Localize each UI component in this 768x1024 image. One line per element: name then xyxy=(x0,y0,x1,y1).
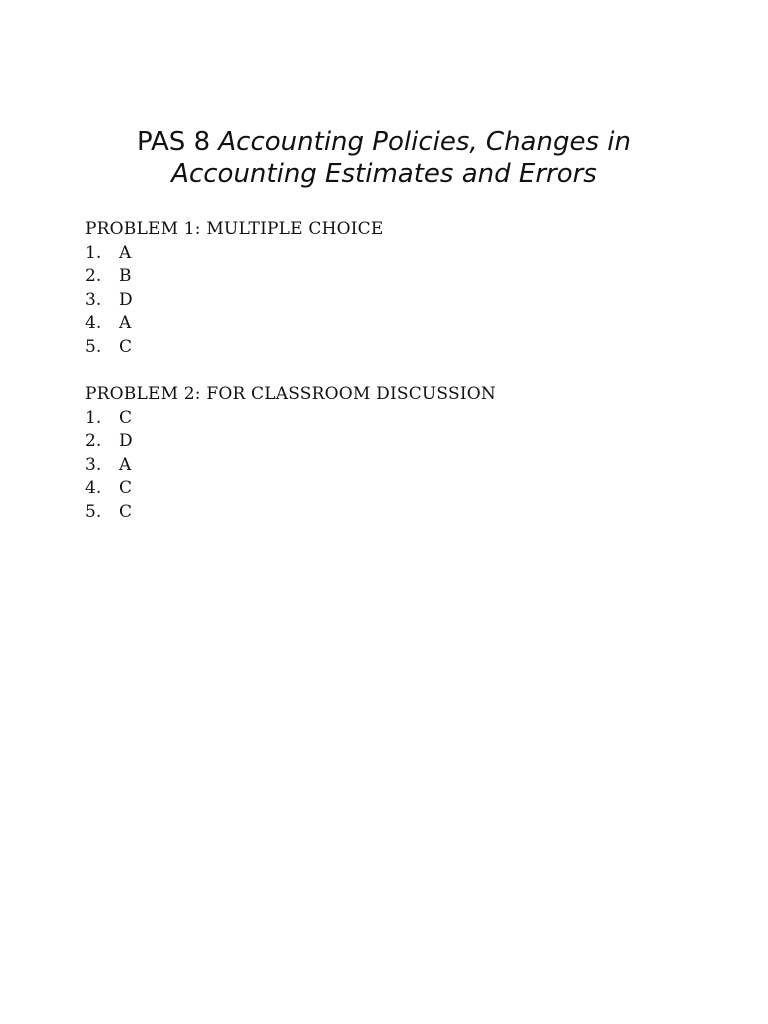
answer-number: 3. xyxy=(85,289,102,310)
answer-list xyxy=(85,407,685,525)
answer-number: 1. xyxy=(85,407,102,428)
answer-letter: D xyxy=(119,431,133,452)
answer-letter: D xyxy=(119,289,133,310)
list-item xyxy=(85,501,685,525)
list-item xyxy=(85,242,685,266)
section-heading: PROBLEM 1: MULTIPLE CHOICE xyxy=(85,219,384,239)
answer-letter: C xyxy=(119,336,133,357)
answer-number: 5. xyxy=(85,336,102,357)
list-item xyxy=(85,336,685,360)
title-line-1 xyxy=(0,126,768,158)
answer-number: 2. xyxy=(85,266,102,287)
problem-2-section xyxy=(85,383,685,525)
title-italic-line-2: Accounting Estimates and Errors xyxy=(171,159,597,189)
title-italic-line-1: Accounting Policies, Changes in xyxy=(218,127,631,157)
title-line-2 xyxy=(0,158,768,190)
list-item xyxy=(85,312,685,336)
answer-letter: C xyxy=(119,407,133,428)
answer-letter: C xyxy=(119,501,133,522)
answer-number: 4. xyxy=(85,313,102,334)
list-item xyxy=(85,430,685,454)
answer-letter: B xyxy=(119,266,132,287)
problem-1-section xyxy=(85,218,685,360)
answer-number: 2. xyxy=(85,431,102,452)
answer-letter: A xyxy=(119,313,132,334)
answer-number: 1. xyxy=(85,242,102,263)
answer-number: 3. xyxy=(85,454,102,475)
answer-letter: A xyxy=(119,242,132,263)
list-item xyxy=(85,454,685,478)
section-heading: PROBLEM 2: FOR CLASSROOM DISCUSSION xyxy=(85,384,496,404)
answer-letter: C xyxy=(119,478,133,499)
answer-number: 5. xyxy=(85,501,102,522)
list-item xyxy=(85,477,685,501)
document-title xyxy=(0,126,768,190)
title-prefix: PAS 8 xyxy=(137,127,211,157)
list-item xyxy=(85,265,685,289)
list-item xyxy=(85,289,685,313)
answer-letter: A xyxy=(119,454,132,475)
answer-list xyxy=(85,242,685,360)
answer-number: 4. xyxy=(85,478,102,499)
list-item xyxy=(85,407,685,431)
